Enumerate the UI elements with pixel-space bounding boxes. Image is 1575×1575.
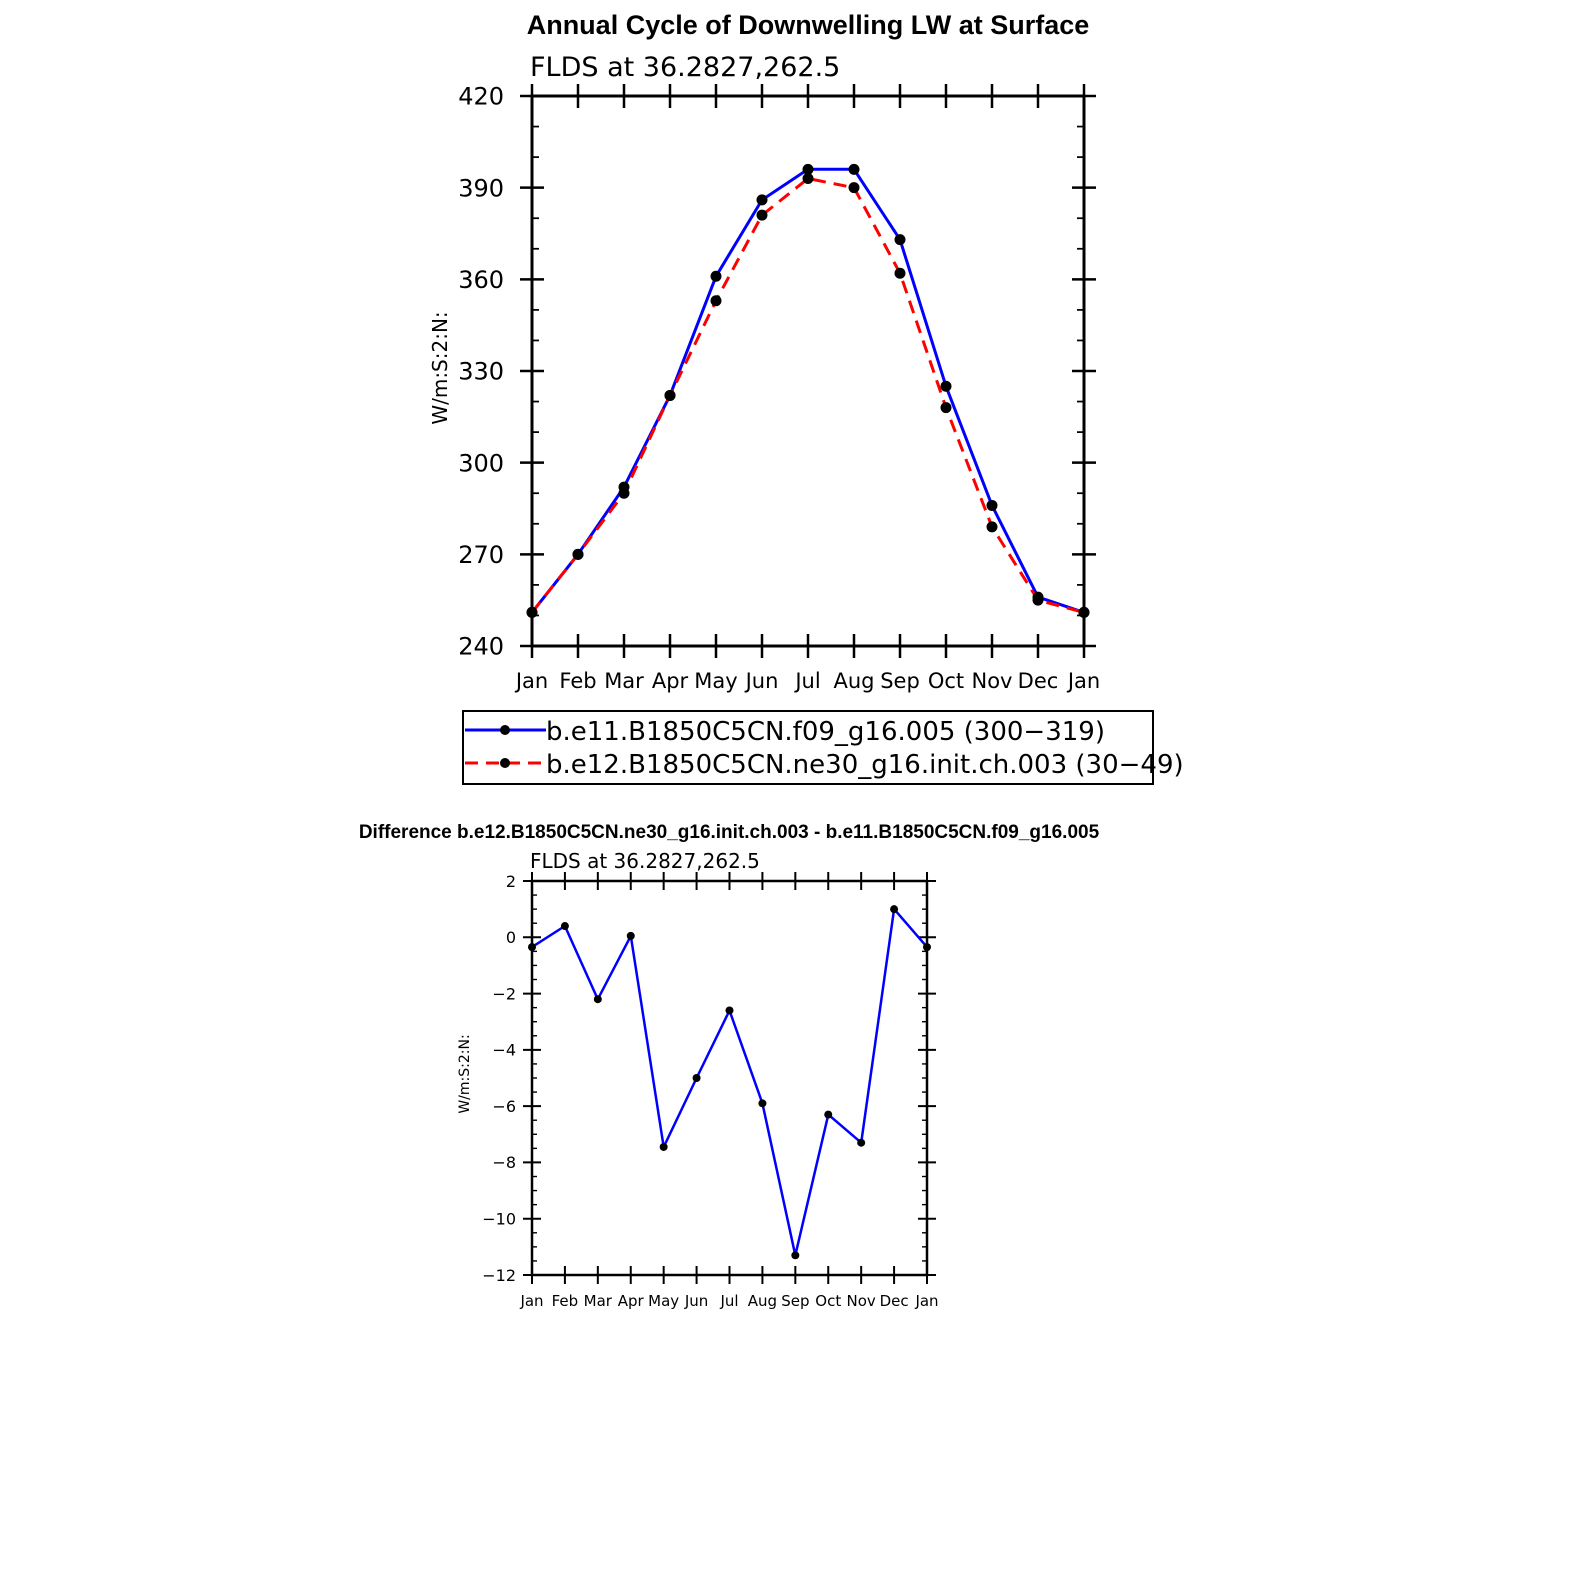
difference-chart	[359, 822, 1100, 1310]
x-tick-label: Apr	[617, 1292, 644, 1310]
legend-marker-series-1	[500, 725, 510, 735]
series-2-point	[711, 295, 722, 306]
series-1-point	[941, 381, 952, 392]
series-line-2	[532, 179, 1084, 613]
y-tick-label: 240	[458, 632, 504, 661]
series-1-point	[895, 234, 906, 245]
x-tick-label: May	[694, 669, 738, 693]
x-tick-label: Jul	[795, 669, 821, 693]
chart1-subtitle: FLDS at 36.2827,262.5	[530, 52, 841, 83]
y-tick-label: −12	[482, 1265, 516, 1285]
series-2-point	[895, 268, 906, 279]
y-tick-label: −6	[492, 1096, 516, 1116]
series-2-point	[573, 549, 584, 560]
series-2-point	[757, 210, 768, 221]
x-tick-label: Feb	[551, 1292, 579, 1310]
x-tick-label: Jul	[720, 1292, 739, 1310]
x-tick-label: Jun	[684, 1292, 709, 1310]
series-1-point	[824, 1111, 832, 1119]
chart2-plot-frame	[532, 881, 927, 1275]
x-tick-label: Oct	[927, 669, 965, 693]
legend-label-series-1: b.e11.B1850C5CN.f09_g16.005 (300−319)	[546, 717, 1105, 747]
series-2-point	[1079, 607, 1090, 618]
y-tick-label: 360	[458, 265, 504, 294]
x-tick-label: Mar	[583, 1292, 612, 1310]
legend-marker-series-2	[500, 758, 510, 768]
series-1-point	[528, 943, 536, 951]
series-line-1	[532, 909, 927, 1255]
y-tick-label: 330	[458, 357, 504, 386]
chart1-legend	[463, 711, 1184, 784]
series-1-point	[890, 905, 898, 913]
chart2-subtitle: FLDS at 36.2827,262.5	[530, 849, 760, 873]
x-tick-label: May	[648, 1292, 680, 1310]
series-1-point	[693, 1074, 701, 1082]
series-2-point	[803, 173, 814, 184]
chart2-title: Difference b.e12.B1850C5CN.ne30_g16.init.ch.003 - b.e11.B1850C5CN.f09_g16.005	[358, 822, 1100, 843]
series-1-point	[857, 1139, 865, 1147]
series-1-point	[923, 943, 931, 951]
y-tick-label: −2	[492, 984, 516, 1004]
y-tick-label: 0	[505, 928, 516, 948]
x-tick-label: Oct	[815, 1292, 842, 1310]
chart2-ylabel: W/m:S:2:N:	[457, 1034, 473, 1114]
series-1-point	[660, 1143, 668, 1151]
series-2-point	[665, 390, 676, 401]
y-tick-label: −8	[492, 1153, 516, 1173]
series-1-point	[987, 500, 998, 511]
x-tick-label: Aug	[833, 669, 875, 693]
y-tick-label: 2	[505, 871, 516, 891]
x-tick-label: Jan	[915, 1292, 939, 1310]
y-tick-label: 390	[458, 174, 504, 203]
series-1-point	[594, 995, 602, 1003]
x-tick-label: Sep	[880, 669, 920, 693]
x-tick-label: Dec	[879, 1292, 909, 1310]
chart1-ylabel: W/m:S:2:N:	[428, 311, 452, 425]
x-tick-label: Jun	[745, 669, 779, 693]
series-line-1	[532, 169, 1084, 612]
y-tick-label: 270	[458, 540, 504, 569]
x-tick-label: Apr	[651, 669, 689, 693]
x-tick-label: Feb	[559, 669, 597, 693]
y-tick-label: −4	[492, 1040, 516, 1060]
annual-cycle-chart	[428, 10, 1184, 784]
x-tick-label: Mar	[604, 669, 644, 693]
x-tick-label: Nov	[846, 1292, 876, 1310]
y-tick-label: −10	[482, 1209, 516, 1229]
series-1-point	[757, 194, 768, 205]
series-2-point	[527, 607, 538, 618]
series-2-point	[619, 488, 630, 499]
y-tick-label: 420	[458, 82, 504, 111]
series-1-point	[726, 1006, 734, 1014]
series-2-point	[849, 182, 860, 193]
x-tick-label: Sep	[781, 1292, 810, 1310]
series-2-point	[941, 402, 952, 413]
series-2-point	[1033, 595, 1044, 606]
x-tick-label: Jan	[515, 669, 549, 693]
y-tick-label: 300	[458, 449, 504, 478]
chart1-title: Annual Cycle of Downwelling LW at Surface	[526, 10, 1090, 40]
series-1-point	[758, 1099, 766, 1107]
x-tick-label: Jan	[1067, 669, 1101, 693]
series-1-point	[627, 932, 635, 940]
x-tick-label: Nov	[971, 669, 1013, 693]
series-1-point	[791, 1251, 799, 1259]
legend-label-series-2: b.e12.B1850C5CN.ne30_g16.init.ch.003 (30−49)	[546, 750, 1184, 780]
x-tick-label: Aug	[747, 1292, 778, 1310]
series-2-point	[987, 521, 998, 532]
series-1-point	[849, 164, 860, 175]
x-tick-label: Jan	[520, 1292, 544, 1310]
x-tick-label: Dec	[1017, 669, 1059, 693]
series-1-point	[561, 922, 569, 930]
series-1-point	[711, 271, 722, 282]
